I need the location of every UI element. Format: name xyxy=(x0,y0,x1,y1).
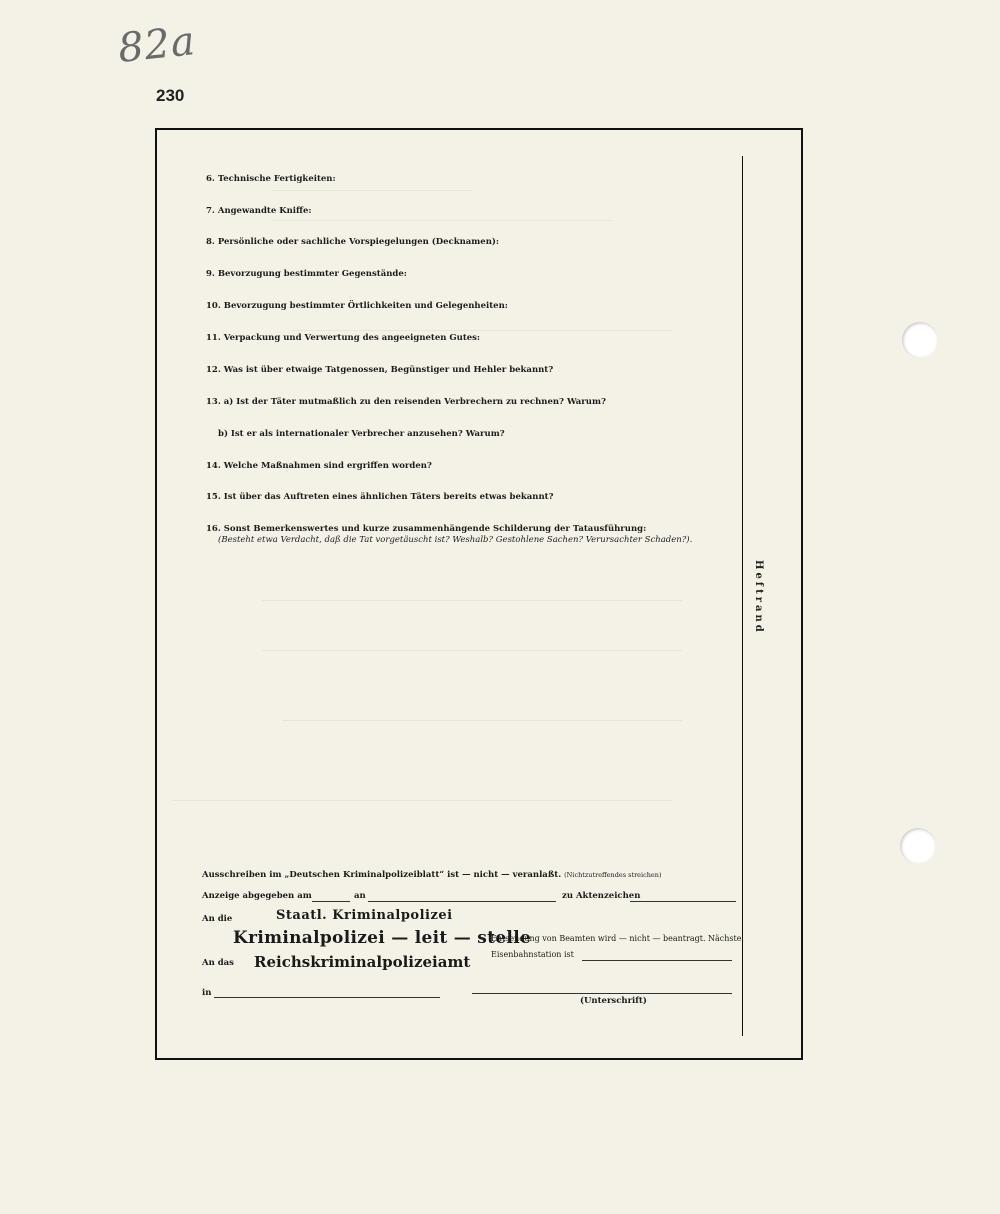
ausschreiben-note: (Nichtzutreffendes streichen) xyxy=(564,871,662,879)
handwritten-note: 82a xyxy=(115,18,198,72)
punch-hole-bottom xyxy=(900,828,936,864)
question-14: 14. Welche Maßnahmen sind ergriffen worden? xyxy=(206,461,432,471)
punch-hole-top xyxy=(902,322,938,358)
aktenzeichen-field[interactable] xyxy=(630,901,736,902)
eisenbahnstation-field[interactable] xyxy=(582,960,732,961)
an-die-label: An die xyxy=(202,914,233,924)
question-13b: b) Ist er als internationaler Verbrecher anzusehen? Warum? xyxy=(218,429,505,439)
question-9: 9. Bevorzugung bestimmter Gegenstände: xyxy=(206,269,407,279)
stamp-kriminalpolizeileitstelle: Kriminalpolizei — leit — stelle xyxy=(233,928,532,948)
question-6: 6. Technische Fertigkeiten: xyxy=(206,174,336,184)
question-11: 11. Verpackung und Verwertung des angeeigneten Gutes: xyxy=(206,333,481,343)
question-10: 10. Bevorzugung bestimmter Örtlichkeiten und Gelegenheiten: xyxy=(206,301,508,311)
stamp-staatl-kriminalpolizei: Staatl. Kriminalpolizei xyxy=(276,908,453,923)
question-8: 8. Persönliche oder sachliche Vorspiegelungen (Decknamen): xyxy=(206,237,500,247)
an-das-label: An das xyxy=(202,958,234,968)
question-12: 12. Was ist über etwaige Tatgenossen, Begünstiger und Hehler bekannt? xyxy=(206,365,554,375)
an-label: an xyxy=(354,891,366,901)
aktenzeichen-label: zu Aktenzeichen xyxy=(562,891,641,901)
form-frame xyxy=(155,128,803,1060)
question-16: 16. Sonst Bemerkenswertes und kurze zusammenhängende Schilderung der Tatausführung: xyxy=(206,524,647,534)
signature-field[interactable] xyxy=(472,993,732,994)
location-field[interactable] xyxy=(214,997,440,998)
eisenbahnstation-label: Eisenbahnstation ist xyxy=(491,950,574,959)
question-7: 7. Angewandte Kniffe: xyxy=(206,206,312,216)
ausschreiben-line: Ausschreiben im „Deutschen Kriminalpolizeiblatt“ ist — nicht — veranlaßt. (Nichtzutreffendes streichen) xyxy=(202,870,662,880)
question-15: 15. Ist über das Auftreten eines ähnlichen Täters bereits etwas bekannt? xyxy=(206,492,554,502)
anzeige-recipient-field[interactable] xyxy=(368,901,556,902)
in-label: in xyxy=(202,988,212,998)
question-13a: 13. a) Ist der Täter mutmaßlich zu den reisenden Verbrechern zu rechnen? Warum? xyxy=(206,397,606,407)
page-number: 230 xyxy=(156,86,185,105)
anzeige-label: Anzeige abgegeben am xyxy=(202,891,312,901)
question-16-note: (Besteht etwa Verdacht, daß die Tat vorgetäuscht ist? Weshalb? Gestohlene Sachen? Verursachter Schaden?). xyxy=(218,535,693,545)
anzeige-date-field[interactable] xyxy=(312,901,350,902)
entsendung-text: Entsendung von Beamten wird — nicht — beantragt. Nächste xyxy=(491,934,742,943)
heftrand-label: Heftrand xyxy=(753,560,764,635)
margin-rule xyxy=(742,156,743,1036)
unterschrift-label: (Unterschrift) xyxy=(580,996,647,1006)
stamp-reichskriminalpolizeiamt: Reichskriminalpolizeiamt xyxy=(254,953,471,971)
